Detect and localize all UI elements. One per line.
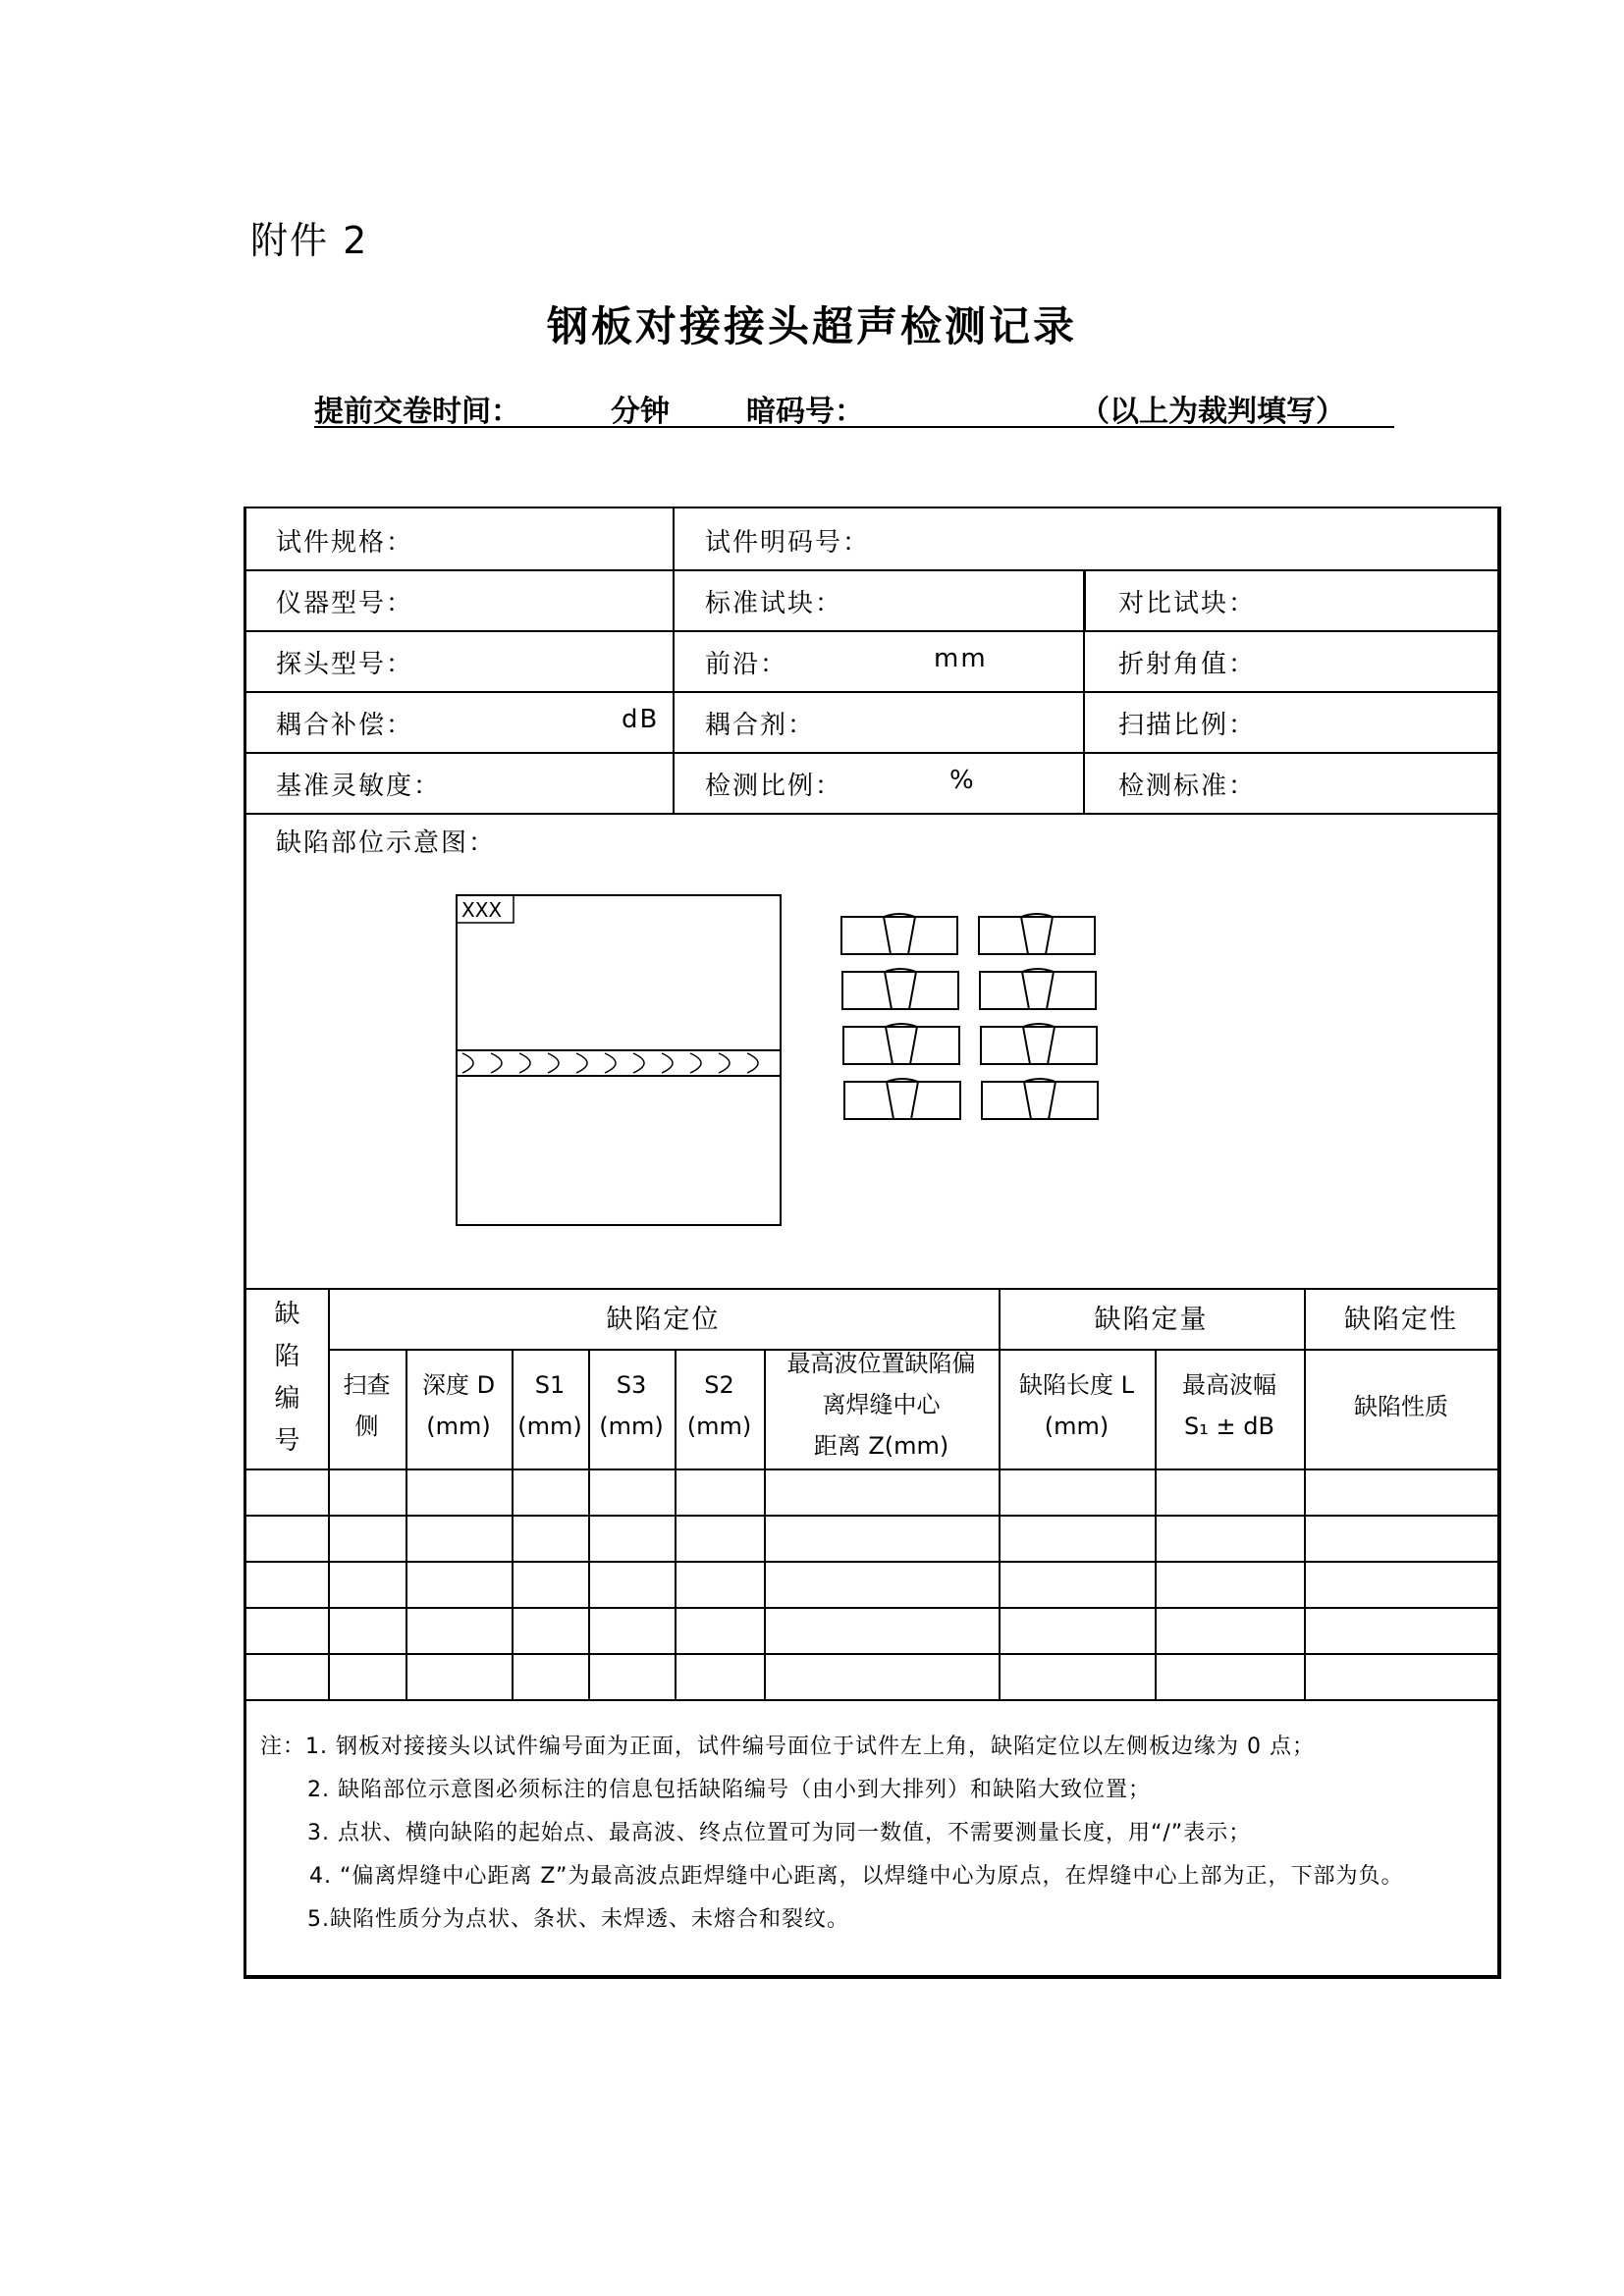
table-row-line — [246, 1561, 1498, 1563]
judge-fill-note: （以上为裁判填写） — [1080, 395, 1345, 429]
col-line — [1304, 1288, 1306, 1699]
weld-cross-section — [979, 914, 1095, 954]
weld-ripple — [747, 1053, 758, 1073]
note-3: 3. 点状、横向缺陷的起始点、最高波、终点位置可为同一数值，不需要测量长度，用“/”表示； — [307, 1821, 1252, 1845]
weld-cross-sections — [841, 914, 1098, 1119]
defect-quantity-header: 缺陷定量 — [1094, 1305, 1209, 1335]
probe-front-field[interactable]: 前沿： — [705, 650, 788, 679]
weld-ripple — [719, 1053, 730, 1073]
col-line — [1083, 569, 1086, 630]
weld-cross-section — [980, 969, 1096, 1009]
code-number-label: 暗码号： — [746, 395, 864, 429]
weld-ripple — [576, 1053, 587, 1073]
length-header — [999, 1364, 1155, 1447]
defect-position-header: 缺陷定位 — [606, 1305, 721, 1335]
defect-location-diagram — [246, 813, 1498, 1288]
page-title: 钢板对接接头超声检测记录 — [546, 302, 1077, 350]
judge-underline — [314, 426, 1394, 428]
weld-ripple — [548, 1053, 559, 1073]
record-form — [244, 507, 1501, 1979]
weld-cross-section — [844, 1079, 960, 1119]
weld-cross-section — [841, 914, 957, 954]
note-2: 2. 缺陷部位示意图必须标注的信息包括缺陷编号（由小到大排列）和缺陷大致位置； — [307, 1778, 1151, 1802]
table-bottom-line — [246, 1699, 1498, 1701]
reference-sensitivity-field[interactable]: 基准灵敏度： — [276, 772, 442, 801]
weld-cross-section — [843, 1024, 959, 1064]
weld-ripple — [491, 1053, 502, 1073]
scan-side-line2: 侧 — [354, 1413, 379, 1440]
s2-line1: S2 — [704, 1371, 734, 1399]
weld-ripple — [462, 1053, 473, 1073]
specimen-spec-field[interactable]: 试件规格： — [276, 528, 414, 558]
table-row-line — [246, 1607, 1498, 1609]
s1-line1: S1 — [534, 1371, 566, 1399]
s3-header — [588, 1364, 675, 1447]
row-line — [246, 752, 1498, 754]
instrument-model-field[interactable]: 仪器型号： — [276, 589, 414, 618]
judge-fill-line — [314, 387, 1394, 430]
note-1: 注：1. 钢板对接接头以试件编号面为正面，试件编号面位于试件左上角，缺陷定位以左侧板边缘为 0 点； — [260, 1735, 1315, 1759]
specimen-code-field[interactable]: 试件明码号： — [705, 528, 871, 558]
reference-block-field[interactable]: 对比试块： — [1118, 589, 1257, 618]
couplant-field[interactable]: 耦合剂： — [705, 711, 816, 740]
detection-ratio-unit: % — [949, 766, 976, 795]
s2-header — [675, 1364, 764, 1447]
s1-line2: (mm) — [517, 1413, 582, 1440]
weld-ripple — [633, 1053, 644, 1073]
minutes-label: 分钟 — [611, 395, 670, 429]
early-submit-time-label: 提前交卷时间： — [314, 395, 520, 429]
row-line — [246, 630, 1498, 632]
detection-standard-field[interactable]: 检测标准： — [1118, 772, 1257, 801]
z-distance-header — [764, 1343, 999, 1467]
weld-cross-section — [981, 1024, 1097, 1064]
scan-side-line1: 扫查 — [343, 1371, 391, 1399]
nature-header: 缺陷性质 — [1354, 1393, 1448, 1420]
defect-diagram-label: 缺陷部位示意图： — [276, 828, 497, 858]
weld-ripple — [519, 1053, 530, 1073]
specimen-id-text: XXX — [461, 898, 503, 922]
weld-ripple — [605, 1053, 616, 1073]
row-line — [246, 691, 1498, 693]
weld-cross-section — [842, 969, 958, 1009]
attachment-label: 附件 2 — [250, 219, 369, 262]
length-line1: 缺陷长度 L — [1019, 1371, 1134, 1399]
s3-line1: S3 — [616, 1371, 647, 1399]
z-line3: 距离 Z(mm) — [813, 1432, 949, 1460]
detection-ratio-field[interactable]: 检测比例： — [705, 772, 843, 801]
standard-block-field[interactable]: 标准试块： — [705, 589, 843, 618]
table-row-line — [246, 1653, 1498, 1655]
coupling-compensation-field[interactable]: 耦合补偿： — [276, 711, 414, 740]
scan-side-header — [328, 1364, 406, 1447]
plate-outline — [457, 895, 781, 1225]
table-top-line — [246, 1288, 1498, 1290]
col-line — [999, 1288, 1001, 1699]
scan-ratio-field[interactable]: 扫描比例： — [1118, 711, 1257, 740]
probe-model-field[interactable]: 探头型号： — [276, 650, 414, 679]
weld-ripple — [662, 1053, 673, 1073]
amplitude-line2: S₁ ± dB — [1184, 1413, 1274, 1440]
length-line2: (mm) — [1044, 1413, 1110, 1440]
note-4: 4. “偏离焊缝中心距离 Z”为最高波点距焊缝中心距离，以焊缝中心为原点，在焊缝中心上部为正，下部为负。 — [309, 1864, 1404, 1889]
amplitude-line1: 最高波幅 — [1182, 1371, 1276, 1399]
row-line — [246, 569, 1498, 571]
col-line — [673, 508, 675, 813]
probe-front-unit: mm — [934, 644, 988, 673]
weld-ripple-marks — [462, 1053, 758, 1073]
s3-line2: (mm) — [599, 1413, 664, 1440]
col-line — [328, 1288, 330, 1699]
coupling-unit: dB — [622, 705, 660, 734]
table-header-bottom — [246, 1468, 1498, 1470]
table-row-line — [246, 1515, 1498, 1517]
weld-cross-section — [982, 1079, 1098, 1119]
z-line1: 最高波位置缺陷偏 — [786, 1350, 976, 1377]
amplitude-header — [1155, 1364, 1304, 1447]
s2-line2: (mm) — [686, 1413, 752, 1440]
depth-header — [406, 1364, 512, 1447]
note-5: 5.缺陷性质分为点状、条状、未焊透、未熔合和裂纹。 — [307, 1907, 849, 1932]
weld-ripple — [690, 1053, 701, 1073]
s1-header — [512, 1364, 588, 1447]
depth-line1: 深度 D — [421, 1371, 496, 1399]
z-line2: 离焊缝中心 — [822, 1391, 941, 1418]
defect-quality-header: 缺陷定性 — [1344, 1305, 1458, 1335]
refraction-angle-field[interactable]: 折射角值： — [1118, 650, 1257, 679]
col-line — [1083, 630, 1085, 813]
defect-number-header: 缺 陷 编 号 — [274, 1300, 300, 1456]
depth-line2: (mm) — [426, 1413, 491, 1440]
